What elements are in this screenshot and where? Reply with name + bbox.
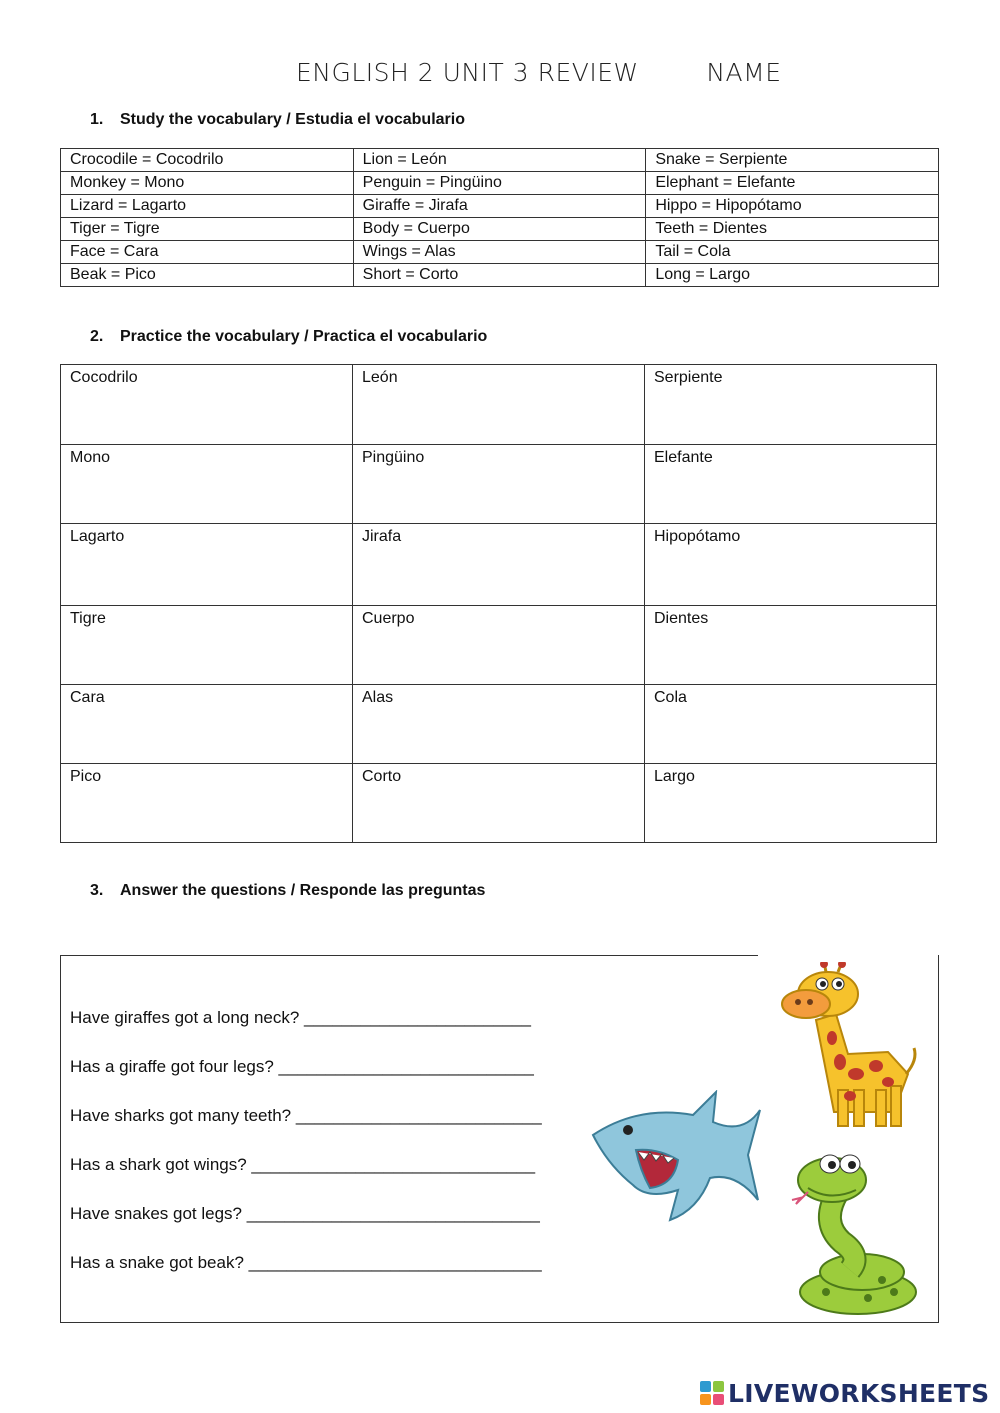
vocab-cell: Teeth = Dientes [646, 218, 939, 241]
practice-cell[interactable]: Largo [645, 764, 937, 843]
vocab-cell: Short = Corto [353, 264, 646, 287]
section3-heading [90, 882, 485, 900]
practice-cell[interactable]: Alas [353, 685, 645, 764]
practice-cell[interactable]: Serpiente [645, 365, 937, 445]
vocab-cell: Face = Cara [61, 241, 354, 264]
table-row [61, 149, 939, 172]
practice-cell[interactable]: Elefante [645, 445, 937, 524]
section1-number: 1. [90, 111, 104, 128]
giraffe-illustration [776, 962, 921, 1132]
practice-cell[interactable]: Corto [353, 764, 645, 843]
table-row [61, 524, 937, 606]
vocab-cell: Giraffe = Jirafa [353, 195, 646, 218]
practice-cell[interactable]: Cuerpo [353, 606, 645, 685]
table-row [61, 172, 939, 195]
practice-cell[interactable]: Hipopótamo [645, 524, 937, 606]
section2-title: Practice the vocabulary / Practica el vocabulario [120, 328, 488, 345]
section2-heading [90, 328, 487, 346]
practice-cell[interactable]: Dientes [645, 606, 937, 685]
vocabulary-table [60, 148, 939, 287]
vocab-cell: Penguin = Pingüino [353, 172, 646, 195]
name-label: NAME [706, 58, 782, 87]
shark-illustration [588, 1090, 763, 1225]
practice-table [60, 364, 937, 843]
vocab-cell: Wings = Alas [353, 241, 646, 264]
practice-cell[interactable]: Pico [61, 764, 353, 843]
shark-icon [593, 1092, 760, 1220]
section2-number: 2. [90, 328, 104, 345]
question-1[interactable]: Have giraffes got a long neck? ________________________ [70, 1008, 531, 1027]
question-6[interactable]: Has a snake got beak? _______________________________ [70, 1253, 542, 1272]
practice-cell[interactable]: Tigre [61, 606, 353, 685]
giraffe-icon [782, 962, 915, 1126]
vocab-cell: Tail = Cola [646, 241, 939, 264]
snake-icon [792, 1155, 916, 1314]
vocab-cell: Elephant = Elefante [646, 172, 939, 195]
table-row [61, 685, 937, 764]
vocab-cell: Lion = León [353, 149, 646, 172]
practice-cell[interactable]: Jirafa [353, 524, 645, 606]
title-text: ENGLISH 2 UNIT 3 REVIEW [296, 58, 639, 87]
table-row [61, 606, 937, 685]
table-row [61, 764, 937, 843]
vocab-cell: Snake = Serpiente [646, 149, 939, 172]
section3-title: Answer the questions / Responde las preguntas [120, 882, 486, 899]
practice-cell[interactable]: Cara [61, 685, 353, 764]
table-row [61, 241, 939, 264]
liveworksheets-brand [700, 1378, 989, 1408]
vocab-cell: Long = Largo [646, 264, 939, 287]
vocab-cell: Crocodile = Cocodrilo [61, 149, 354, 172]
practice-cell[interactable]: Cocodrilo [61, 365, 353, 445]
question-3[interactable]: Have sharks got many teeth? __________________________ [70, 1106, 542, 1125]
brand-text: LIVEWORKSHEETS [728, 1378, 990, 1408]
vocab-cell: Monkey = Mono [61, 172, 354, 195]
vocab-cell: Hippo = Hipopótamo [646, 195, 939, 218]
table-row [61, 264, 939, 287]
question-4[interactable]: Has a shark got wings? ______________________________ [70, 1155, 536, 1174]
vocab-cell: Body = Cuerpo [353, 218, 646, 241]
section3-number: 3. [90, 882, 104, 899]
table-row [61, 365, 937, 445]
vocab-cell: Beak = Pico [61, 264, 354, 287]
section1-title: Study the vocabulary / Estudia el vocabulario [120, 111, 465, 128]
question-2[interactable]: Has a giraffe got four legs? ___________________________ [70, 1057, 534, 1076]
table-row [61, 218, 939, 241]
practice-cell[interactable]: León [353, 365, 645, 445]
section1-heading [90, 111, 465, 129]
practice-cell[interactable]: Lagarto [61, 524, 353, 606]
practice-cell[interactable]: Cola [645, 685, 937, 764]
practice-cell[interactable]: Pingüino [353, 445, 645, 524]
worksheet-title [296, 58, 782, 87]
question-5[interactable]: Have snakes got legs? _______________________________ [70, 1204, 540, 1223]
table-row [61, 195, 939, 218]
vocab-cell: Lizard = Lagarto [61, 195, 354, 218]
liveworksheets-logo-icon [700, 1381, 724, 1405]
table-row [61, 445, 937, 524]
practice-cell[interactable]: Mono [61, 445, 353, 524]
vocab-cell: Tiger = Tigre [61, 218, 354, 241]
snake-illustration [790, 1152, 925, 1317]
